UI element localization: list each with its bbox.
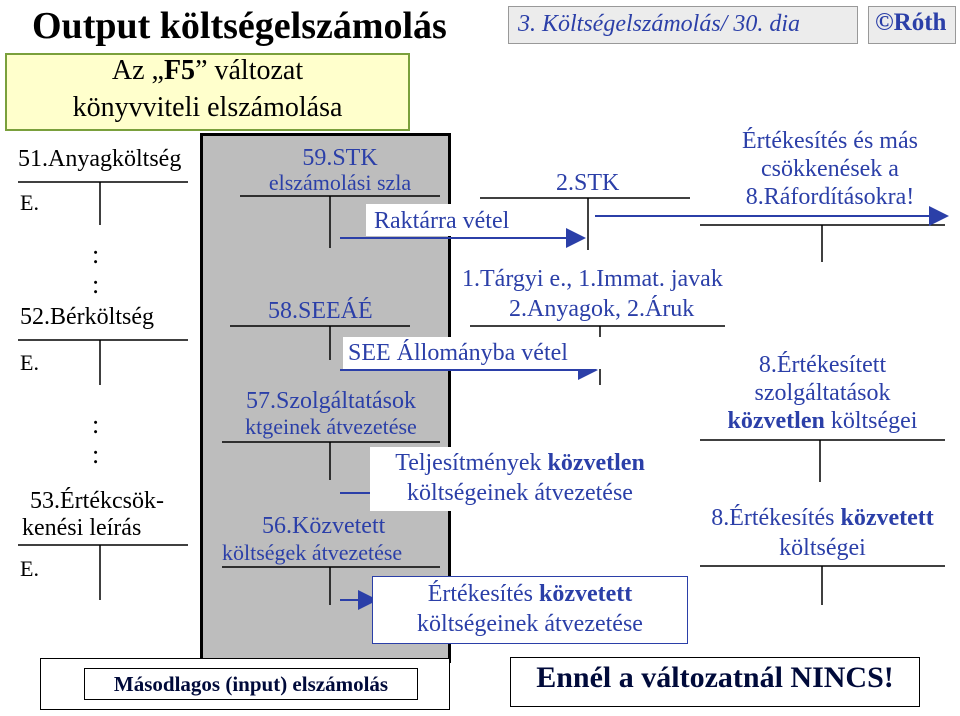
account-52: 52.Bérköltség — [20, 304, 154, 330]
variant-title-line2: könyvviteli elszámolása — [72, 92, 343, 123]
variant-title-line1: Az „F5” változat — [111, 55, 304, 86]
nincs-label: Ennél a változatnál NINCS! — [536, 661, 894, 694]
raforditas-line2: csökkenések a — [761, 156, 899, 182]
flow-telj-line1: Teljesítmények közvetlen — [395, 450, 645, 476]
ert8-line2: szolgáltatások — [754, 380, 891, 406]
author-label: ©Róth — [875, 9, 947, 36]
page-title: Output költségelszámolás — [32, 5, 447, 47]
slide-ref: 3. Költségelszámolás/ 30. dia — [518, 11, 801, 37]
account-51-e: E. — [20, 190, 39, 215]
account-58: 58.SEEÁÉ — [268, 298, 373, 324]
account-57-line2: ktgeinek átvezetése — [245, 414, 417, 439]
account-56-line1: 56.Közvetett — [262, 513, 386, 539]
account-56-line2: költségek átvezetése — [222, 540, 403, 565]
dots-2: : : — [92, 410, 100, 469]
account-57-line1: 57.Szolgáltatások — [246, 388, 416, 414]
account-53-e: E. — [20, 556, 39, 581]
raforditas-line3: 8.Ráfordításokra! — [745, 184, 915, 210]
account-targyi-line1: 1.Tárgyi e., 1.Immat. javak — [462, 266, 723, 292]
account-59-line1: 59.STK — [302, 145, 378, 171]
dots-1: : : — [92, 240, 100, 299]
flow-ert-line2: költségeinek átvezetése — [417, 611, 643, 637]
ert8-line1: 8.Értékesített — [758, 352, 887, 378]
masodlagos-label: Másodlagos (input) elszámolás — [113, 672, 389, 696]
ert8b-line2: költségei — [779, 535, 866, 561]
account-2-stk: 2.STK — [556, 170, 620, 196]
raforditas-line1: Értékesítés és más — [742, 128, 918, 154]
flow-raktarra: Raktárra vétel — [374, 208, 510, 234]
account-51: 51.Anyagköltség — [18, 146, 182, 172]
flow-ert-line1: Értékesítés közvetett — [427, 581, 633, 607]
account-53-line1: 53.Értékcsök- — [30, 488, 164, 514]
ert8b-line1: 8.Értékesítés közvetett — [711, 505, 934, 531]
flow-see-allomany: SEE Állományba vétel — [348, 340, 568, 366]
account-52-e: E. — [20, 350, 39, 375]
flow-telj-line2: költségeinek átvezetése — [407, 480, 633, 506]
account-59-line2: elszámolási szla — [268, 170, 412, 195]
account-targyi-line2: 2.Anyagok, 2.Áruk — [509, 296, 695, 322]
ert8-line3: közvetlen költségei — [727, 408, 918, 434]
account-53-line2: kenési leírás — [22, 515, 142, 541]
